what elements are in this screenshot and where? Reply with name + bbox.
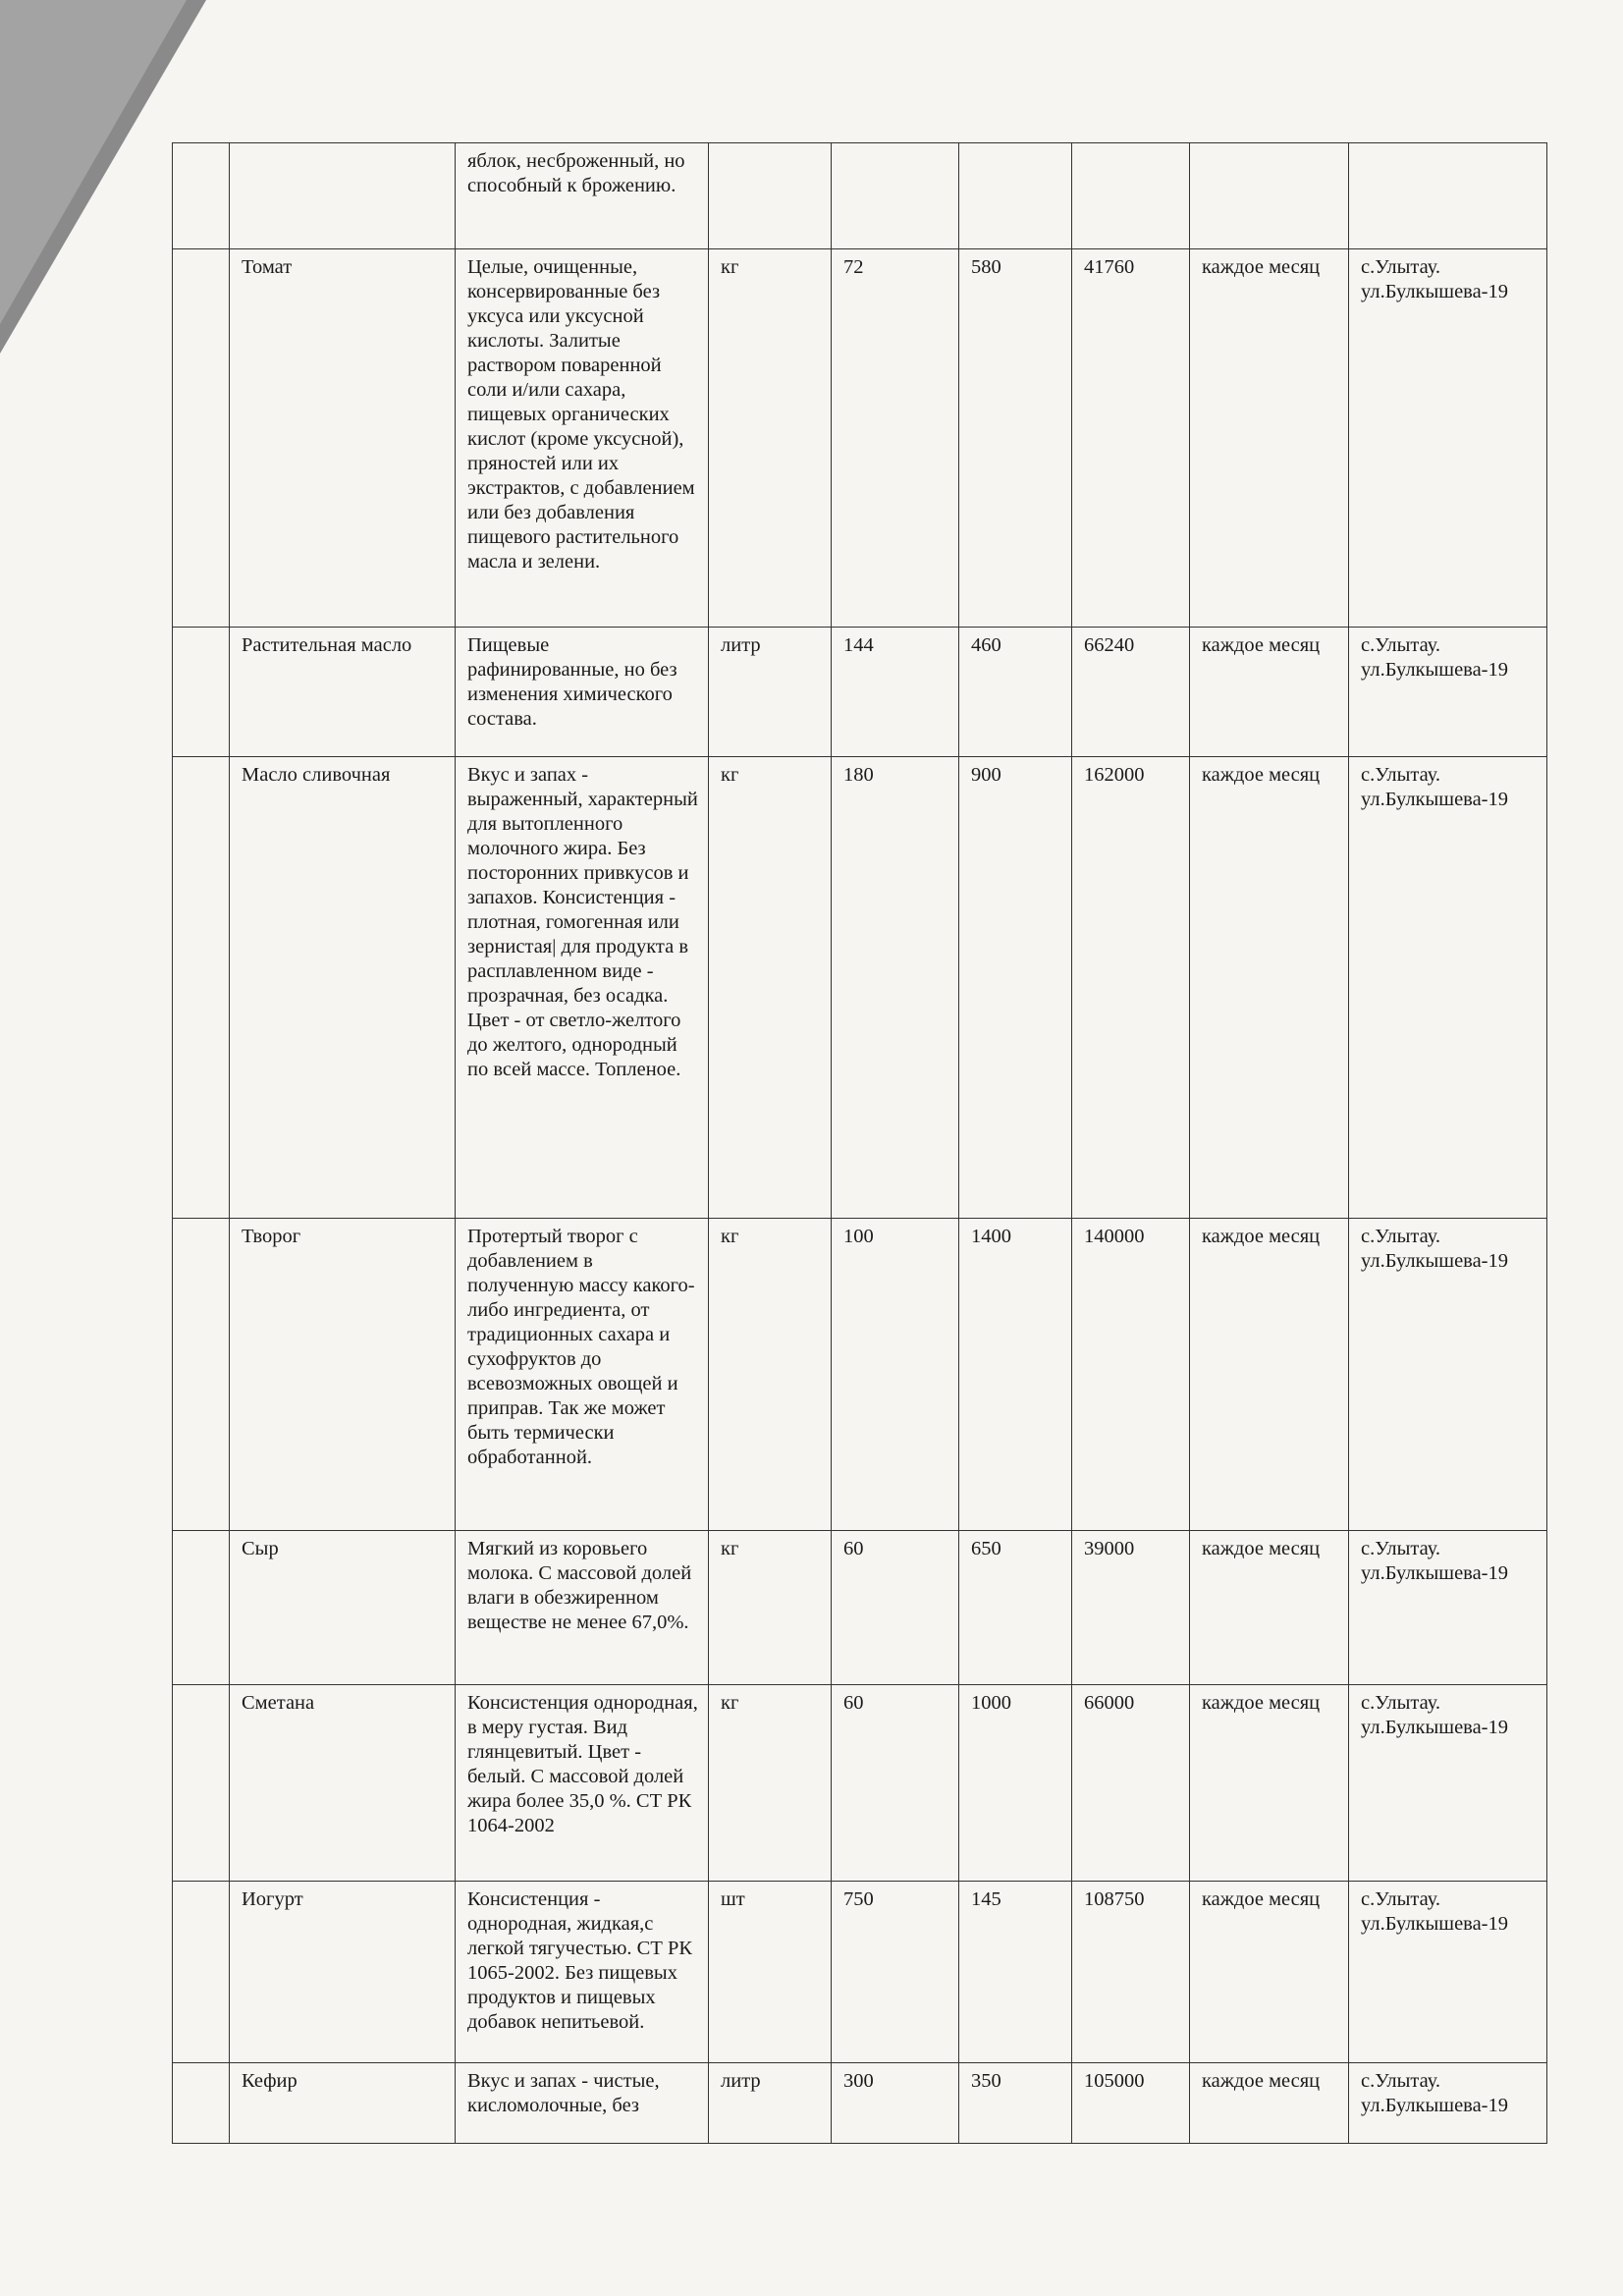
table-row <box>173 249 1547 628</box>
item-name-cell: Сметана <box>230 1685 456 1882</box>
document-page <box>172 142 1546 2144</box>
place-cell: с.Улытау. ул.Булкышева-19 <box>1349 249 1547 628</box>
procurement-table <box>172 142 1547 2144</box>
table-row <box>173 1882 1547 2063</box>
place-cell: с.Улытау. ул.Булкышева-19 <box>1349 1219 1547 1531</box>
table-row <box>173 1531 1547 1685</box>
price-cell: 1000 <box>959 1685 1072 1882</box>
quantity-cell: 60 <box>832 1531 959 1685</box>
sum-cell: 66240 <box>1072 628 1190 757</box>
item-name-cell: Кефир <box>230 2063 456 2144</box>
place-cell: с.Улытау. ул.Булкышева-19 <box>1349 1531 1547 1685</box>
price-cell: 145 <box>959 1882 1072 2063</box>
unit-cell: кг <box>709 1685 832 1882</box>
sum-cell: 66000 <box>1072 1685 1190 1882</box>
item-name-cell: Сыр <box>230 1531 456 1685</box>
unit-cell: кг <box>709 1531 832 1685</box>
item-name-cell: Растительная масло <box>230 628 456 757</box>
unit-cell: литр <box>709 2063 832 2144</box>
term-cell: каждое месяц <box>1190 249 1349 628</box>
quantity-cell: 180 <box>832 757 959 1219</box>
price-cell <box>959 143 1072 249</box>
term-cell: каждое месяц <box>1190 757 1349 1219</box>
item-name-cell: Иогурт <box>230 1882 456 2063</box>
quantity-cell: 100 <box>832 1219 959 1531</box>
table-body <box>173 143 1547 2144</box>
table-row <box>173 757 1547 1219</box>
item-name-cell <box>230 143 456 249</box>
price-cell: 460 <box>959 628 1072 757</box>
quantity-cell: 72 <box>832 249 959 628</box>
table-row <box>173 2063 1547 2144</box>
quantity-cell <box>832 143 959 249</box>
item-name-cell: Масло сливочная <box>230 757 456 1219</box>
row-number-cell <box>173 1531 230 1685</box>
sum-cell: 41760 <box>1072 249 1190 628</box>
quantity-cell: 300 <box>832 2063 959 2144</box>
unit-cell <box>709 143 832 249</box>
price-cell: 900 <box>959 757 1072 1219</box>
unit-cell: шт <box>709 1882 832 2063</box>
row-number-cell <box>173 143 230 249</box>
term-cell: каждое месяц <box>1190 1685 1349 1882</box>
item-description-cell: Мягкий из коровьего молока. С массовой долей влаги в обезжиренном веществе не менее 67,0%. <box>456 1531 709 1685</box>
item-description-cell: Консистенция - однородная, жидкая,с легкой тягучестью. СТ РК 1065-2002. Без пищевых продуктов и пищевых добавок непитьевой. <box>456 1882 709 2063</box>
item-name-cell: Творог <box>230 1219 456 1531</box>
row-number-cell <box>173 2063 230 2144</box>
place-cell: с.Улытау. ул.Булкышева-19 <box>1349 1882 1547 2063</box>
sum-cell: 140000 <box>1072 1219 1190 1531</box>
unit-cell: кг <box>709 249 832 628</box>
sum-cell: 39000 <box>1072 1531 1190 1685</box>
place-cell: с.Улытау. ул.Булкышева-19 <box>1349 757 1547 1219</box>
sum-cell: 162000 <box>1072 757 1190 1219</box>
row-number-cell <box>173 757 230 1219</box>
row-number-cell <box>173 628 230 757</box>
sum-cell: 105000 <box>1072 2063 1190 2144</box>
unit-cell: кг <box>709 1219 832 1531</box>
price-cell: 1400 <box>959 1219 1072 1531</box>
item-description-cell: Консистенция однородная, в меру густая. Вид глянцевитый. Цвет - белый. С массовой долей жира более 35,0 %. СТ РК 1064-2002 <box>456 1685 709 1882</box>
place-cell: с.Улытау. ул.Булкышева-19 <box>1349 2063 1547 2144</box>
sum-cell: 108750 <box>1072 1882 1190 2063</box>
price-cell: 580 <box>959 249 1072 628</box>
term-cell <box>1190 143 1349 249</box>
item-description-cell: Вкус и запах - чистые, кисломолочные, без <box>456 2063 709 2144</box>
price-cell: 650 <box>959 1531 1072 1685</box>
table-row <box>173 143 1547 249</box>
place-cell: с.Улытау. ул.Булкышева-19 <box>1349 628 1547 757</box>
quantity-cell: 60 <box>832 1685 959 1882</box>
table-row <box>173 628 1547 757</box>
term-cell: каждое месяц <box>1190 628 1349 757</box>
term-cell: каждое месяц <box>1190 1531 1349 1685</box>
item-description-cell: Целые, очищенные, консервированные без уксуса или уксусной кислоты. Залитые раствором поваренной соли и/или сахара, пищевых органических кислот (кроме уксусной), пряностей или их экстрактов, с добавлением или без добавления пищевого растительного масла и зелени. <box>456 249 709 628</box>
row-number-cell <box>173 1685 230 1882</box>
item-description-cell: Протертый творог с добавлением в полученную массу какого-либо ингредиента, от традиционных сахара и сухофруктов до всевозможных овощей и приправ. Так же может быть термически обработанной. <box>456 1219 709 1531</box>
row-number-cell <box>173 1219 230 1531</box>
place-cell <box>1349 143 1547 249</box>
unit-cell: кг <box>709 757 832 1219</box>
item-description-cell: Вкус и запах - выраженный, характерный для вытопленного молочного жира. Без посторонних привкусов и запахов. Консистенция - плотная, гомогенная или зернистая| для продукта в расплавленном виде - прозрачная, без осадка. Цвет - от светло-желтого до желтого, однородный по всей массе. Топленое. <box>456 757 709 1219</box>
term-cell: каждое месяц <box>1190 1882 1349 2063</box>
quantity-cell: 144 <box>832 628 959 757</box>
folded-corner-shade <box>0 0 187 324</box>
price-cell: 350 <box>959 2063 1072 2144</box>
term-cell: каждое месяц <box>1190 1219 1349 1531</box>
quantity-cell: 750 <box>832 1882 959 2063</box>
row-number-cell <box>173 249 230 628</box>
term-cell: каждое месяц <box>1190 2063 1349 2144</box>
unit-cell: литр <box>709 628 832 757</box>
row-number-cell <box>173 1882 230 2063</box>
item-description-cell: яблок, несброженный, но способный к брожению. <box>456 143 709 249</box>
item-name-cell: Томат <box>230 249 456 628</box>
item-description-cell: Пищевые рафинированные, но без изменения химического состава. <box>456 628 709 757</box>
place-cell: с.Улытау. ул.Булкышева-19 <box>1349 1685 1547 1882</box>
table-row <box>173 1685 1547 1882</box>
sum-cell <box>1072 143 1190 249</box>
table-row <box>173 1219 1547 1531</box>
